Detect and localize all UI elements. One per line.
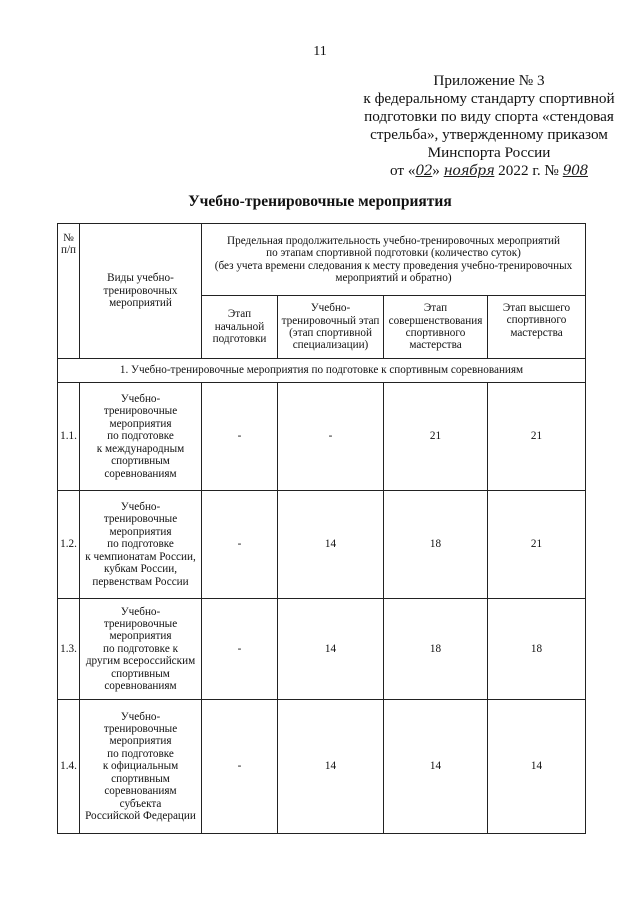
event-name-line: Учебно- (120, 710, 161, 723)
event-name-line: мероприятия (109, 630, 172, 643)
event-name-line: по подготовке (107, 747, 174, 760)
stage-line: мастерства (409, 339, 462, 352)
training-events-table (57, 223, 586, 834)
stage-line: (этап спортивной (289, 327, 372, 339)
header-kind-cell (80, 224, 202, 359)
stage-higher-cell (488, 296, 586, 359)
value-higher-stage: 21 (488, 491, 586, 599)
stage-line: совершенствования (388, 314, 483, 327)
event-name-line: соревнованиям (104, 680, 177, 693)
date-mid: » (432, 162, 440, 179)
table-row (58, 383, 586, 491)
event-name-line: спортивным (111, 667, 170, 680)
stage-line: спортивного (405, 327, 466, 339)
row-event-name (80, 383, 202, 491)
table-row (58, 700, 586, 834)
event-name-line: субъекта (119, 797, 162, 810)
row-event-name (80, 599, 202, 700)
event-name-line: Учебно- (120, 501, 161, 514)
value-higher-stage: 14 (488, 700, 586, 834)
value-improvement-stage: 18 (384, 599, 488, 700)
event-name-line: по подготовке к (102, 642, 179, 655)
value-higher-stage: 21 (488, 383, 586, 491)
value-training-stage: 14 (278, 491, 384, 599)
date-year: 2022 г. № (498, 162, 559, 179)
appendix-line: Минспорта России (427, 144, 551, 161)
stage-line: подготовки (212, 333, 267, 346)
event-name-line: Учебно- (120, 393, 161, 406)
row-number: 1.3. (58, 599, 80, 700)
value-training-stage: - (278, 383, 384, 491)
header-num-cell (58, 224, 80, 359)
stage-improvement-cell (384, 296, 488, 359)
value-improvement-stage: 21 (384, 383, 488, 491)
row-number: 1.2. (58, 491, 80, 599)
date-prefix: от « (390, 162, 416, 179)
handwritten-day: 02 (415, 163, 433, 179)
event-name-line: мероприятия (109, 525, 172, 538)
row-number: 1.1. (58, 383, 80, 491)
header-kind-line: Виды учебно- (107, 272, 174, 285)
event-name-line: Российской Федерации (85, 809, 196, 822)
event-name-line: первенствам России (92, 575, 189, 588)
stage-line: мастерства (510, 326, 563, 339)
order-date-line (352, 162, 626, 180)
event-name-line: к чемпионатам России, (85, 550, 196, 563)
event-name-line: тренировочные (103, 405, 178, 418)
value-training-stage: 14 (278, 700, 384, 834)
table-row (58, 491, 586, 599)
event-name-line: тренировочные (103, 513, 178, 526)
header-duration-line: по этапам спортивной подготовки (количество суток) (266, 247, 521, 260)
header-row (58, 224, 586, 296)
stage-initial-cell (202, 296, 278, 359)
appendix-line: к федеральному стандарту спортивной (363, 90, 615, 107)
event-name-line: к официальным (102, 760, 179, 773)
row-number: 1.4. (58, 700, 80, 834)
page-number: 11 (313, 44, 327, 59)
event-name-line: соревнованиям (104, 467, 177, 480)
stage-training-cell (278, 296, 384, 359)
value-improvement-stage: 18 (384, 491, 488, 599)
event-name-line: тренировочные (103, 617, 178, 630)
header-num-line: № (63, 232, 74, 244)
header-duration-line: (без учета времени следования к месту проведения учебно-тренировочных (214, 259, 573, 272)
stage-line: начальной (214, 320, 265, 333)
value-initial-stage: - (202, 599, 278, 700)
event-name-line: кубкам России, (103, 563, 178, 576)
stage-line: Этап высшего (502, 302, 571, 314)
value-training-stage: 14 (278, 599, 384, 700)
header-kind-line: тренировочных (103, 284, 178, 297)
header-duration-cell (202, 224, 586, 296)
row-event-name (80, 491, 202, 599)
event-name-line: спортивным (111, 772, 170, 785)
value-initial-stage: - (202, 383, 278, 491)
event-name-line: мероприятия (109, 735, 172, 748)
section-title-cell: 1. Учебно-тренировочные мероприятия по подготовке к спортивным соревнованиям (58, 359, 586, 383)
event-name-line: к международным (96, 442, 185, 455)
row-event-name (80, 700, 202, 834)
stage-line: тренировочный этап (281, 314, 380, 327)
section-row (58, 359, 586, 383)
header-num-line: п/п (60, 244, 77, 257)
event-name-line: соревнованиям (104, 785, 177, 798)
event-name-line: по подготовке (107, 538, 174, 551)
value-higher-stage: 18 (488, 599, 586, 700)
appendix-line: Приложение № 3 (433, 72, 545, 89)
stage-line: Этап (227, 308, 252, 321)
event-name-line: Учебно- (120, 605, 161, 618)
event-name-line: тренировочные (103, 723, 178, 736)
event-name-line: по подготовке (107, 430, 174, 443)
value-initial-stage: - (202, 491, 278, 599)
handwritten-order-number: 908 (562, 163, 588, 179)
stage-line: специализации) (292, 339, 369, 352)
value-initial-stage: - (202, 700, 278, 834)
table-row (58, 599, 586, 700)
stage-line: Учебно- (310, 302, 351, 315)
event-name-line: другим всероссийским (85, 655, 196, 668)
handwritten-month: ноября (443, 163, 495, 179)
appendix-line: подготовки по виду спорта «стендовая (364, 108, 614, 125)
appendix-line: стрельба», утвержденному приказом (370, 126, 608, 143)
event-name-line: спортивным (111, 455, 170, 468)
header-duration-line: мероприятий и обратно) (335, 271, 452, 284)
value-improvement-stage: 14 (384, 700, 488, 834)
appendix-block (352, 72, 626, 180)
header-duration-line: Предельная продолжительность учебно-тренировочных мероприятий (227, 234, 560, 247)
stage-line: Этап (423, 302, 448, 315)
document-title: Учебно-тренировочные мероприятия (188, 193, 452, 210)
event-name-line: мероприятия (109, 417, 172, 430)
header-kind-line: мероприятий (109, 297, 172, 310)
stage-line: спортивного (506, 314, 567, 327)
